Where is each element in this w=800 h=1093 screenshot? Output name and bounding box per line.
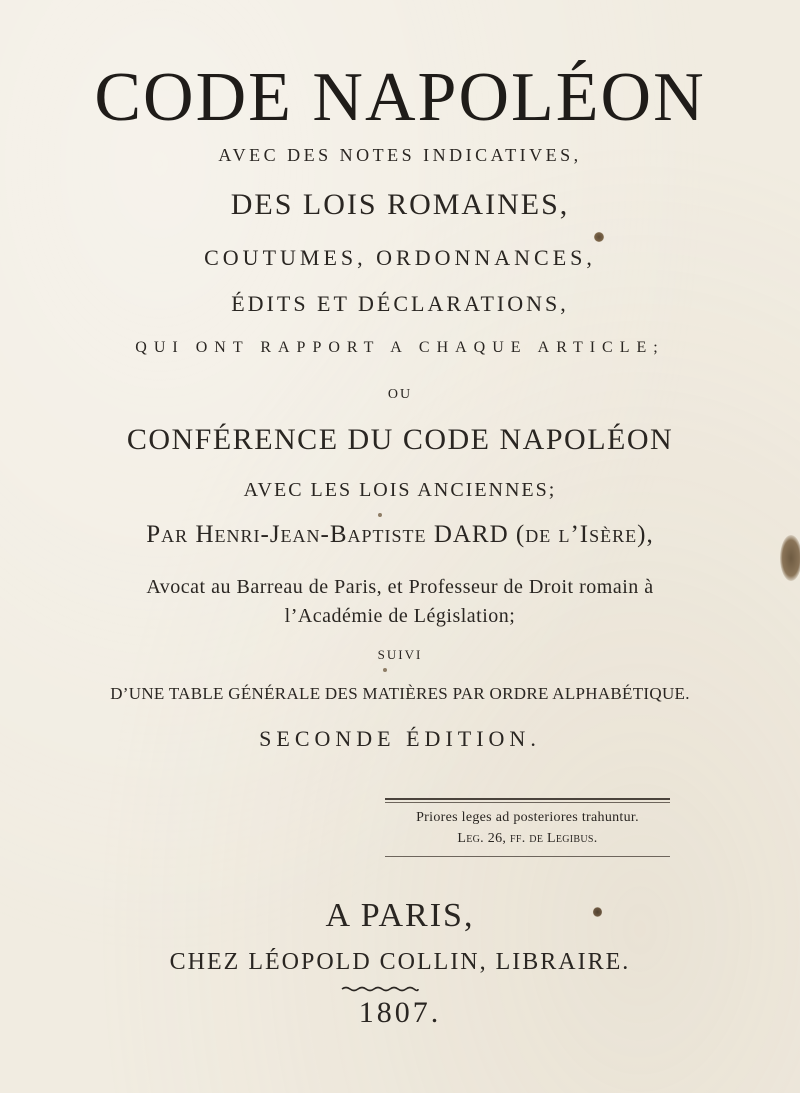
imprint-city: A PARIS, xyxy=(325,897,475,934)
imprint-publisher: CHEZ LÉOPOLD COLLIN, LIBRAIRE. xyxy=(169,949,631,975)
edition-label: SECONDE ÉDITION. xyxy=(259,726,541,751)
imprint-year: 1807. xyxy=(358,996,442,1029)
foxing-spot xyxy=(593,907,602,917)
epigraph xyxy=(385,798,670,860)
author-line xyxy=(0,521,800,549)
author-surname: DARD xyxy=(433,521,509,548)
epigraph-quote: Priores leges ad posteriores trahuntur. xyxy=(416,810,639,825)
subtitle-ou: OU xyxy=(387,387,413,402)
foxing-stain xyxy=(780,535,800,581)
foxing-spot xyxy=(594,232,604,242)
subtitle-lois-romaines: DES LOIS ROMAINES, xyxy=(230,188,570,221)
epigraph-rule-top xyxy=(385,798,670,800)
table-line: D’UNE TABLE GÉNÉRALE DES MATIÈRES PAR ORDRE ALPHABÉTIQUE. xyxy=(110,684,690,703)
foxing-spot xyxy=(378,513,382,517)
epigraph-rule-top-thin xyxy=(385,802,670,803)
subtitle-coutumes: COUTUMES, ORDONNANCES, xyxy=(204,245,596,270)
subtitle-article: QUI ONT RAPPORT A CHAQUE ARTICLE; xyxy=(135,339,665,356)
author-credentials-2: l’Académie de Législation; xyxy=(284,605,516,627)
foxing-spot xyxy=(383,668,387,672)
epigraph-rule-bottom xyxy=(385,856,670,857)
author-name: Henri-Jean-Baptiste xyxy=(195,521,427,548)
subtitle-notes: AVEC DES NOTES INDICATIVES, xyxy=(218,145,582,165)
epigraph-reference: Leg. 26, ff. de Legibus. xyxy=(457,831,598,846)
subtitle-conference: CONFÉRENCE DU CODE NAPOLÉON xyxy=(126,423,674,456)
suivi-label: SUIVI xyxy=(377,647,423,662)
author-credentials-1: Avocat au Barreau de Paris, et Professeur de Droit romain à xyxy=(146,576,654,598)
book-title: CODE NAPOLÉON xyxy=(94,59,706,136)
subtitle-lois-anciennes: AVEC LES LOIS ANCIENNES; xyxy=(243,479,557,501)
subtitle-edits: ÉDITS ET DÉCLARATIONS, xyxy=(231,291,569,316)
author-prefix: Par xyxy=(146,521,189,548)
wavy-ornament-icon xyxy=(340,985,420,993)
author-suffix: (de l’Isère), xyxy=(515,521,654,548)
